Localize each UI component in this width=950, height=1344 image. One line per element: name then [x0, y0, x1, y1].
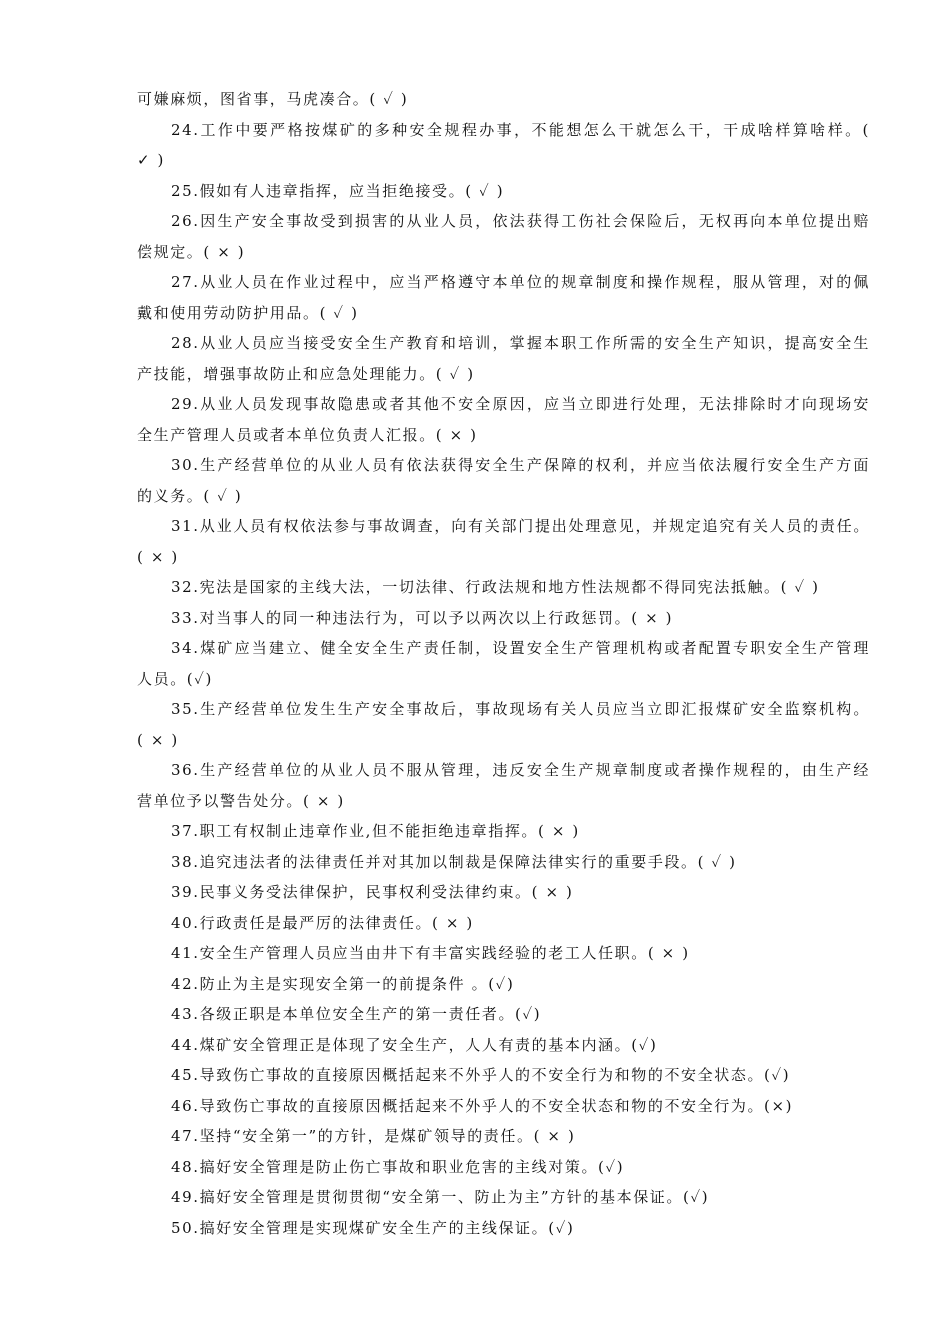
- text-line: 39.民事义务受法律保护，民事权利受法律约束。( × ): [171, 883, 574, 901]
- text-line: 全生产管理人员或者本单位负责人汇报。( × ): [137, 425, 478, 444]
- text-line: ✓ ): [137, 151, 165, 169]
- document-body: [137, 84, 870, 1243]
- text-line: 41.安全生产管理人员应当由井下有丰富实践经验的老工人任职。( × ): [171, 944, 690, 962]
- text-line: 30.生产经营单位的从业人员有依法获得安全生产保障的权利，并应当依法履行安全生产方面: [171, 456, 870, 474]
- text-line: 戴和使用劳动防护用品。( ✓ ): [137, 303, 359, 322]
- text-line: 33.对当事人的同一种违法行为，可以予以两次以上行政惩罚。( × ): [171, 608, 674, 627]
- text-line: 45.导致伤亡事故的直接原因概括起来不外乎人的不安全行为和物的不安全状态。(✓): [171, 1066, 791, 1084]
- text-line: 37.职工有权制止违章作业,但不能拒绝违章指挥。( × ): [171, 822, 580, 840]
- text-line: 43.各级正职是本单位安全生产的第一责任者。(✓): [171, 1005, 542, 1023]
- text-line: 产技能，增强事故防止和应急处理能力。( ✓ ): [137, 364, 475, 383]
- text-line: 36.生产经营单位的从业人员不服从管理，违反安全生产规章制度或者操作规程的，由生产经: [171, 761, 870, 779]
- text-line: 偿规定。( × ): [137, 242, 246, 261]
- text-line: ( × ): [137, 730, 179, 749]
- text-line: 50.搞好安全管理是实现煤矿安全生产的主线保证。(✓): [171, 1218, 575, 1237]
- text-line: 32.宪法是国家的主线大法，一切法律、行政法规和地方性法规都不得同宪法抵触。( ✓ ): [171, 578, 820, 596]
- text-line: 25.假如有人违章指挥，应当拒绝接受。( ✓ ): [171, 181, 505, 200]
- text-line: 26.因生产安全事故受到损害的从业人员，依法获得工伤社会保险后，无权再向本单位提出赔: [171, 212, 870, 230]
- text-line: 47.坚持“安全第一”的方针，是煤矿领导的责任。( × ): [171, 1127, 576, 1145]
- text-line: 人员。(✓): [137, 669, 213, 688]
- text-line: 35.生产经营单位发生生产安全事故后，事故现场有关人员应当立即汇报煤矿安全监察机构。: [171, 700, 870, 718]
- text-line: 42.防止为主是实现安全第一的前提条件 。(✓): [171, 974, 515, 993]
- text-line: 34.煤矿应当建立、健全安全生产责任制，设置安全生产管理机构或者配置专职安全生产管理: [171, 639, 870, 657]
- text-line: 29.从业人员发现事故隐患或者其他不安全原因，应当立即进行处理，无法排除时才向现场安: [171, 395, 870, 413]
- text-line: 28.从业人员应当接受安全生产教育和培训，掌握本职工作所需的安全生产知识，提高安全生: [171, 334, 870, 352]
- text-line: 的义务。( ✓ ): [137, 486, 243, 505]
- text-line: 48.搞好安全管理是防止伤亡事故和职业危害的主线对策。(✓): [171, 1157, 625, 1176]
- text-line: 24.工作中要严格按煤矿的多种安全规程办事，不能想怎么干就怎么干，干成啥样算啥样。(: [171, 120, 870, 139]
- text-line: 31.从业人员有权依法参与事故调查，向有关部门提出处理意见，并规定追究有关人员的责任。: [171, 517, 870, 535]
- text-line: 38.追究违法者的法律责任并对其加以制裁是保障法律实行的重要手段。( ✓ ): [171, 852, 737, 871]
- text-line: 49.搞好安全管理是贯彻贯彻“安全第一、防止为主”方针的基本保证。(✓): [171, 1188, 710, 1206]
- text-line: 46.导致伤亡事故的直接原因概括起来不外乎人的不安全状态和物的不安全行为。(×): [171, 1096, 794, 1115]
- text-line: 营单位予以警告处分。( × ): [137, 791, 345, 810]
- text-line: 40.行政责任是最严厉的法律责任。( × ): [171, 913, 474, 932]
- text-line: ( × ): [137, 547, 179, 566]
- text-line: 44.煤矿安全管理正是体现了安全生产，人人有责的基本内涵。(✓): [171, 1035, 658, 1054]
- text-line: 可嫌麻烦，图省事，马虎凑合。( ✓ ): [137, 90, 409, 108]
- text-line: 27.从业人员在作业过程中，应当严格遵守本单位的规章制度和操作规程，服从管理，对的佩: [171, 273, 870, 291]
